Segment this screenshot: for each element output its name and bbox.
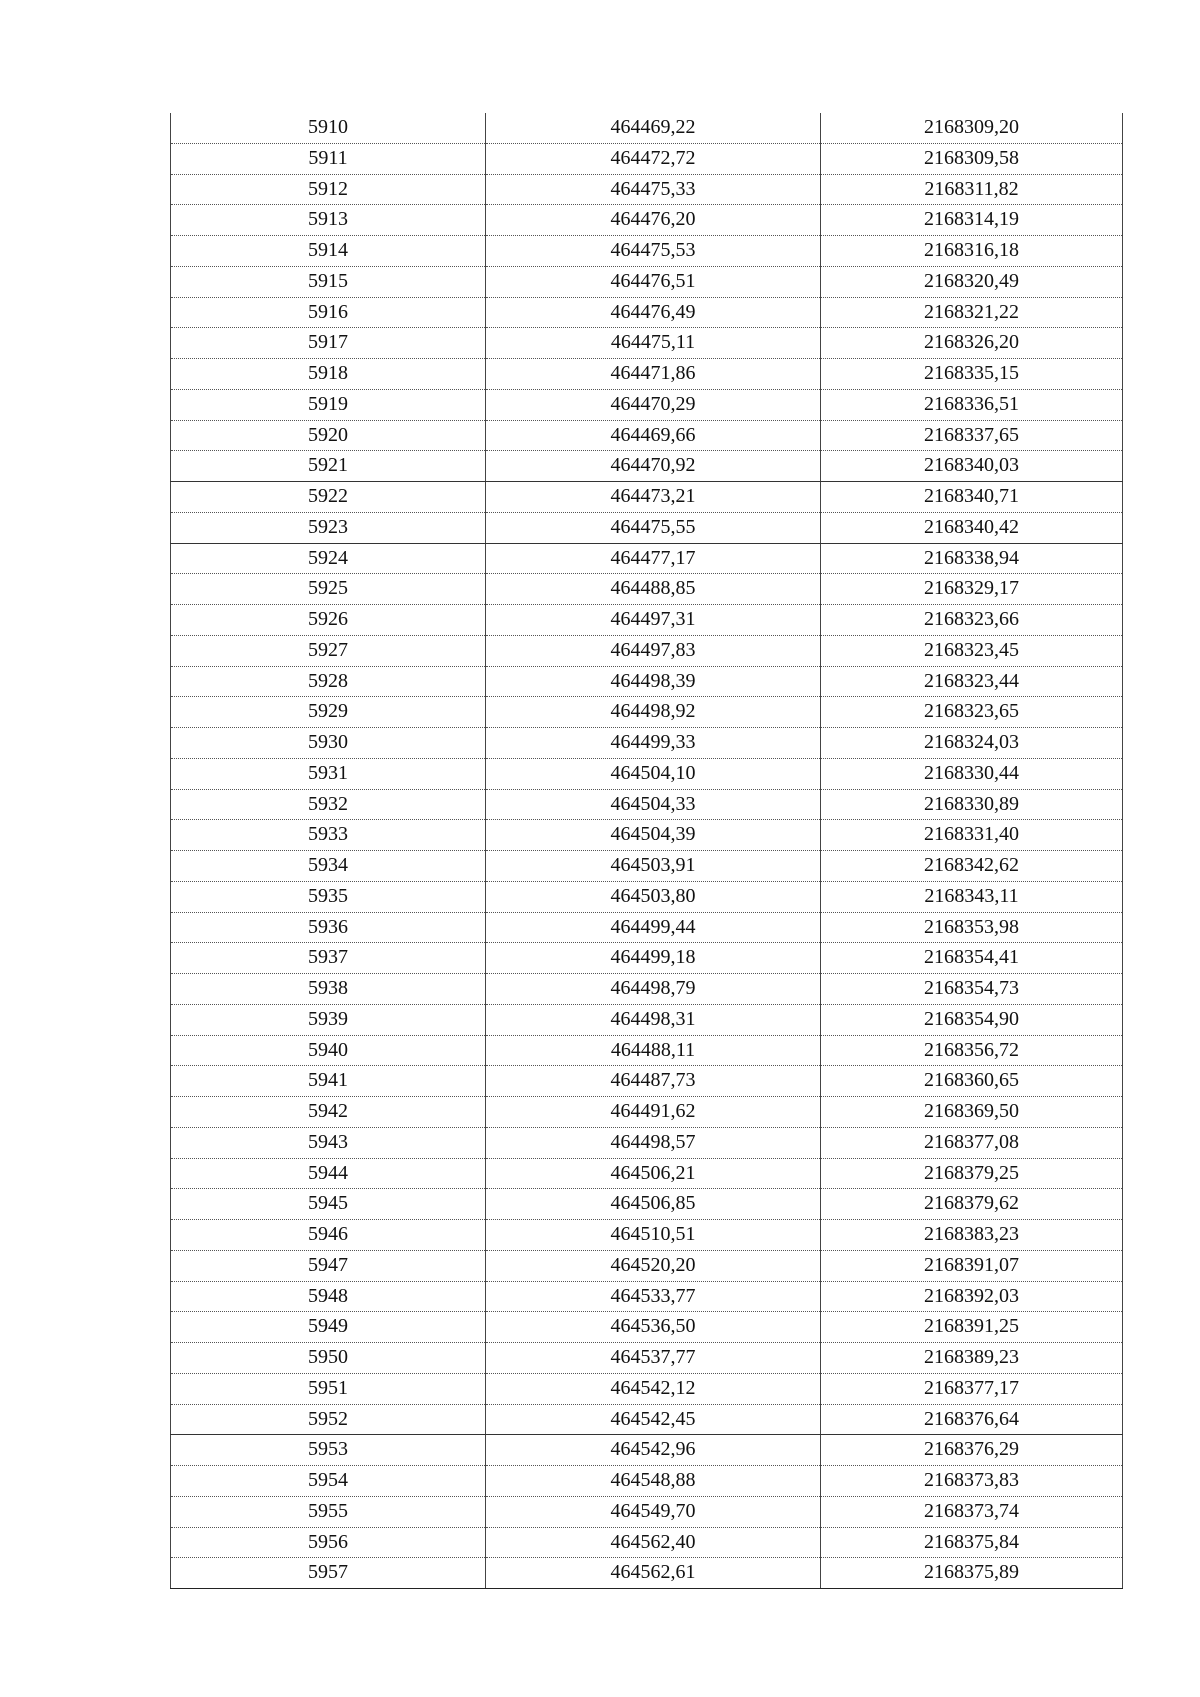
- table-row: [171, 1127, 1123, 1158]
- table-row: [171, 881, 1123, 912]
- y-coordinate-cell: 2168391,25: [821, 1312, 1123, 1343]
- x-coordinate-cell: 464499,18: [486, 943, 821, 974]
- y-coordinate-cell: 2168360,65: [821, 1066, 1123, 1097]
- x-coordinate-cell: 464504,10: [486, 758, 821, 789]
- y-coordinate-cell: 2168331,40: [821, 820, 1123, 851]
- y-coordinate-cell: 2168309,20: [821, 113, 1123, 143]
- table-row: [171, 635, 1123, 666]
- x-coordinate-cell: 464503,91: [486, 851, 821, 882]
- y-coordinate-cell: 2168309,58: [821, 143, 1123, 174]
- point-number-cell: 5955: [171, 1496, 486, 1527]
- x-coordinate-cell: 464549,70: [486, 1496, 821, 1527]
- x-coordinate-cell: 464537,77: [486, 1343, 821, 1374]
- y-coordinate-cell: 2168321,22: [821, 297, 1123, 328]
- x-coordinate-cell: 464476,49: [486, 297, 821, 328]
- point-number-cell: 5915: [171, 266, 486, 297]
- x-coordinate-cell: 464470,92: [486, 451, 821, 482]
- table-row: [171, 1066, 1123, 1097]
- table-row: [171, 666, 1123, 697]
- x-coordinate-cell: 464472,72: [486, 143, 821, 174]
- table-row: [171, 1220, 1123, 1251]
- x-coordinate-cell: 464475,33: [486, 174, 821, 205]
- table-row: [171, 143, 1123, 174]
- point-number-cell: 5929: [171, 697, 486, 728]
- y-coordinate-cell: 2168338,94: [821, 543, 1123, 574]
- point-number-cell: 5910: [171, 113, 486, 143]
- x-coordinate-cell: 464542,96: [486, 1435, 821, 1466]
- point-number-cell: 5913: [171, 205, 486, 236]
- y-coordinate-cell: 2168354,41: [821, 943, 1123, 974]
- x-coordinate-cell: 464504,39: [486, 820, 821, 851]
- point-number-cell: 5943: [171, 1127, 486, 1158]
- y-coordinate-cell: 2168354,90: [821, 1004, 1123, 1035]
- y-coordinate-cell: 2168329,17: [821, 574, 1123, 605]
- y-coordinate-cell: 2168323,44: [821, 666, 1123, 697]
- x-coordinate-cell: 464497,83: [486, 635, 821, 666]
- table-row: [171, 1189, 1123, 1220]
- table-row: [171, 543, 1123, 574]
- x-coordinate-cell: 464498,57: [486, 1127, 821, 1158]
- y-coordinate-cell: 2168340,71: [821, 482, 1123, 513]
- y-coordinate-cell: 2168323,45: [821, 635, 1123, 666]
- y-coordinate-cell: 2168337,65: [821, 420, 1123, 451]
- y-coordinate-cell: 2168353,98: [821, 912, 1123, 943]
- x-coordinate-cell: 464499,44: [486, 912, 821, 943]
- table-row: [171, 1527, 1123, 1558]
- coordinates-table: [170, 113, 1123, 1589]
- table-row: [171, 1343, 1123, 1374]
- table-row: [171, 974, 1123, 1005]
- table-row: [171, 1158, 1123, 1189]
- x-coordinate-cell: 464473,21: [486, 482, 821, 513]
- point-number-cell: 5917: [171, 328, 486, 359]
- table-row: [171, 605, 1123, 636]
- point-number-cell: 5921: [171, 451, 486, 482]
- table-row: [171, 758, 1123, 789]
- point-number-cell: 5954: [171, 1466, 486, 1497]
- y-coordinate-cell: 2168336,51: [821, 389, 1123, 420]
- x-coordinate-cell: 464562,61: [486, 1558, 821, 1589]
- x-coordinate-cell: 464477,17: [486, 543, 821, 574]
- table-row: [171, 728, 1123, 759]
- y-coordinate-cell: 2168376,29: [821, 1435, 1123, 1466]
- table-row: [171, 1312, 1123, 1343]
- y-coordinate-cell: 2168314,19: [821, 205, 1123, 236]
- point-number-cell: 5957: [171, 1558, 486, 1589]
- point-number-cell: 5932: [171, 789, 486, 820]
- y-coordinate-cell: 2168376,64: [821, 1404, 1123, 1435]
- table-row: [171, 1496, 1123, 1527]
- x-coordinate-cell: 464562,40: [486, 1527, 821, 1558]
- x-coordinate-cell: 464498,79: [486, 974, 821, 1005]
- table-row: [171, 389, 1123, 420]
- x-coordinate-cell: 464487,73: [486, 1066, 821, 1097]
- point-number-cell: 5946: [171, 1220, 486, 1251]
- y-coordinate-cell: 2168323,65: [821, 697, 1123, 728]
- y-coordinate-cell: 2168323,66: [821, 605, 1123, 636]
- y-coordinate-cell: 2168392,03: [821, 1281, 1123, 1312]
- y-coordinate-cell: 2168356,72: [821, 1035, 1123, 1066]
- point-number-cell: 5922: [171, 482, 486, 513]
- table-row: [171, 359, 1123, 390]
- point-number-cell: 5918: [171, 359, 486, 390]
- x-coordinate-cell: 464491,62: [486, 1097, 821, 1128]
- x-coordinate-cell: 464520,20: [486, 1250, 821, 1281]
- x-coordinate-cell: 464497,31: [486, 605, 821, 636]
- table-row: [171, 1097, 1123, 1128]
- x-coordinate-cell: 464488,85: [486, 574, 821, 605]
- table-row: [171, 1558, 1123, 1589]
- point-number-cell: 5919: [171, 389, 486, 420]
- x-coordinate-cell: 464542,45: [486, 1404, 821, 1435]
- table-row: [171, 328, 1123, 359]
- point-number-cell: 5926: [171, 605, 486, 636]
- y-coordinate-cell: 2168320,49: [821, 266, 1123, 297]
- y-coordinate-cell: 2168330,44: [821, 758, 1123, 789]
- table-row: [171, 1466, 1123, 1497]
- table-row: [171, 236, 1123, 267]
- point-number-cell: 5948: [171, 1281, 486, 1312]
- point-number-cell: 5947: [171, 1250, 486, 1281]
- point-number-cell: 5944: [171, 1158, 486, 1189]
- y-coordinate-cell: 2168375,84: [821, 1527, 1123, 1558]
- y-coordinate-cell: 2168379,25: [821, 1158, 1123, 1189]
- x-coordinate-cell: 464476,51: [486, 266, 821, 297]
- y-coordinate-cell: 2168389,23: [821, 1343, 1123, 1374]
- x-coordinate-cell: 464470,29: [486, 389, 821, 420]
- table-row: [171, 1281, 1123, 1312]
- point-number-cell: 5939: [171, 1004, 486, 1035]
- table-row: [171, 1250, 1123, 1281]
- point-number-cell: 5949: [171, 1312, 486, 1343]
- y-coordinate-cell: 2168391,07: [821, 1250, 1123, 1281]
- table-row: [171, 820, 1123, 851]
- point-number-cell: 5931: [171, 758, 486, 789]
- point-number-cell: 5933: [171, 820, 486, 851]
- point-number-cell: 5925: [171, 574, 486, 605]
- x-coordinate-cell: 464506,21: [486, 1158, 821, 1189]
- point-number-cell: 5927: [171, 635, 486, 666]
- point-number-cell: 5916: [171, 297, 486, 328]
- table-row: [171, 1373, 1123, 1404]
- y-coordinate-cell: 2168330,89: [821, 789, 1123, 820]
- x-coordinate-cell: 464475,11: [486, 328, 821, 359]
- x-coordinate-cell: 464548,88: [486, 1466, 821, 1497]
- x-coordinate-cell: 464475,53: [486, 236, 821, 267]
- table-row: [171, 1435, 1123, 1466]
- point-number-cell: 5950: [171, 1343, 486, 1374]
- point-number-cell: 5914: [171, 236, 486, 267]
- point-number-cell: 5945: [171, 1189, 486, 1220]
- x-coordinate-cell: 464533,77: [486, 1281, 821, 1312]
- point-number-cell: 5930: [171, 728, 486, 759]
- table-row: [171, 789, 1123, 820]
- point-number-cell: 5952: [171, 1404, 486, 1435]
- x-coordinate-cell: 464536,50: [486, 1312, 821, 1343]
- table-row: [171, 912, 1123, 943]
- y-coordinate-cell: 2168343,11: [821, 881, 1123, 912]
- point-number-cell: 5940: [171, 1035, 486, 1066]
- x-coordinate-cell: 464506,85: [486, 1189, 821, 1220]
- table-row: [171, 205, 1123, 236]
- y-coordinate-cell: 2168311,82: [821, 174, 1123, 205]
- y-coordinate-cell: 2168377,17: [821, 1373, 1123, 1404]
- y-coordinate-cell: 2168326,20: [821, 328, 1123, 359]
- y-coordinate-cell: 2168377,08: [821, 1127, 1123, 1158]
- x-coordinate-cell: 464499,33: [486, 728, 821, 759]
- point-number-cell: 5924: [171, 543, 486, 574]
- table-row: [171, 174, 1123, 205]
- point-number-cell: 5936: [171, 912, 486, 943]
- point-number-cell: 5920: [171, 420, 486, 451]
- point-number-cell: 5912: [171, 174, 486, 205]
- table-row: [171, 1404, 1123, 1435]
- y-coordinate-cell: 2168335,15: [821, 359, 1123, 390]
- point-number-cell: 5911: [171, 143, 486, 174]
- x-coordinate-cell: 464498,39: [486, 666, 821, 697]
- table-row: [171, 943, 1123, 974]
- y-coordinate-cell: 2168369,50: [821, 1097, 1123, 1128]
- point-number-cell: 5937: [171, 943, 486, 974]
- table-row: [171, 512, 1123, 543]
- y-coordinate-cell: 2168340,42: [821, 512, 1123, 543]
- table-row: [171, 574, 1123, 605]
- point-number-cell: 5934: [171, 851, 486, 882]
- table-row: [171, 482, 1123, 513]
- y-coordinate-cell: 2168316,18: [821, 236, 1123, 267]
- table-row: [171, 697, 1123, 728]
- y-coordinate-cell: 2168373,74: [821, 1496, 1123, 1527]
- table-row: [171, 266, 1123, 297]
- point-number-cell: 5923: [171, 512, 486, 543]
- x-coordinate-cell: 464469,22: [486, 113, 821, 143]
- point-number-cell: 5951: [171, 1373, 486, 1404]
- point-number-cell: 5953: [171, 1435, 486, 1466]
- point-number-cell: 5938: [171, 974, 486, 1005]
- table-row: [171, 1004, 1123, 1035]
- coordinates-table-body: [171, 113, 1123, 1589]
- x-coordinate-cell: 464504,33: [486, 789, 821, 820]
- table-row: [171, 851, 1123, 882]
- x-coordinate-cell: 464510,51: [486, 1220, 821, 1251]
- y-coordinate-cell: 2168340,03: [821, 451, 1123, 482]
- table-row: [171, 451, 1123, 482]
- x-coordinate-cell: 464488,11: [486, 1035, 821, 1066]
- point-number-cell: 5941: [171, 1066, 486, 1097]
- table-row: [171, 297, 1123, 328]
- y-coordinate-cell: 2168354,73: [821, 974, 1123, 1005]
- point-number-cell: 5928: [171, 666, 486, 697]
- x-coordinate-cell: 464503,80: [486, 881, 821, 912]
- y-coordinate-cell: 2168373,83: [821, 1466, 1123, 1497]
- y-coordinate-cell: 2168375,89: [821, 1558, 1123, 1589]
- x-coordinate-cell: 464498,31: [486, 1004, 821, 1035]
- table-row: [171, 1035, 1123, 1066]
- x-coordinate-cell: 464475,55: [486, 512, 821, 543]
- x-coordinate-cell: 464471,86: [486, 359, 821, 390]
- point-number-cell: 5935: [171, 881, 486, 912]
- x-coordinate-cell: 464542,12: [486, 1373, 821, 1404]
- x-coordinate-cell: 464476,20: [486, 205, 821, 236]
- y-coordinate-cell: 2168383,23: [821, 1220, 1123, 1251]
- point-number-cell: 5942: [171, 1097, 486, 1128]
- table-row: [171, 420, 1123, 451]
- y-coordinate-cell: 2168342,62: [821, 851, 1123, 882]
- y-coordinate-cell: 2168379,62: [821, 1189, 1123, 1220]
- point-number-cell: 5956: [171, 1527, 486, 1558]
- x-coordinate-cell: 464498,92: [486, 697, 821, 728]
- x-coordinate-cell: 464469,66: [486, 420, 821, 451]
- table-row: [171, 113, 1123, 143]
- y-coordinate-cell: 2168324,03: [821, 728, 1123, 759]
